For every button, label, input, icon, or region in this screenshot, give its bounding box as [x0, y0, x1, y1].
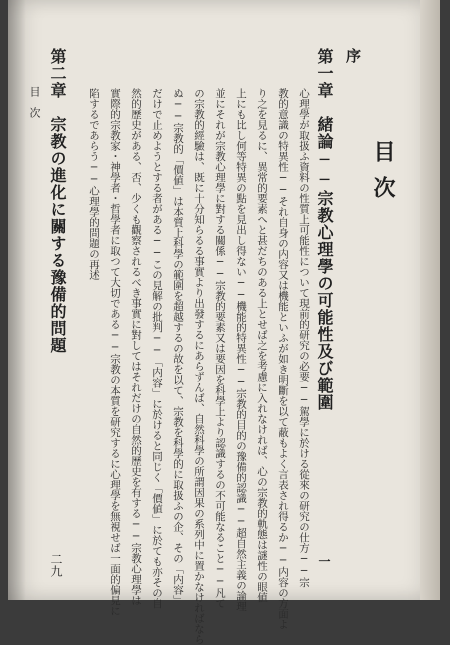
chapter1-line-5: 並にそれが宗教心理學に對する關係──宗教的要素又は要因を科學上より認識するの不可能なること──凡て	[214, 88, 226, 609]
toc-title: 目次	[370, 140, 396, 212]
chapter1-line-3: り之を見るに、異常的要素へと甚だちのある上とせば之を考慮に入れなければ、心の宗教的軌態は謎性の眼値	[256, 88, 268, 603]
chapter1-line-10: 實際的宗教家・神學者・哲學者に取つて大切である──宗教の本質を研究するに心理學を無視せば一面的偏見に	[109, 88, 121, 616]
chapter1-line-1: 心理學が取扱ふ資料の性質上可能性について現前的研究の必要──駕學に於ける從來の研究の仕方──宗	[298, 88, 310, 588]
gutter-shadow	[8, 0, 26, 600]
chapter1-line-9: 然的歷史がある、否、少くも觀察されるべき事實に對してはそれだけの自然的歷史を有する──宗教心理學は	[130, 88, 142, 606]
chapter1-line-7: ぬ──宗教的「價値」は本質上科學の範圍を超越するの故を以て、宗教を科學的に取扱ふの企、その「内容」	[172, 88, 184, 606]
chapter1-line-4: 上にも比し何等特異の點を見出し得ない──機能的特異性──宗教的目的の豫備的認識──超自然主義の論理	[235, 88, 247, 612]
chapter1-line-8: だけで止めようとする者がある──この見解の批判──「内容」に於けると同じく「價値」に於ても亦その自	[151, 88, 163, 609]
book-page	[8, 0, 440, 645]
chapter1-line-6: の宗教的經驗は、既に十分知らるる事實より出發するにあらずんば、自然科學の所謂因果の系列中に置かなければなら	[193, 88, 205, 645]
chapter2-page-number: 二九	[49, 553, 63, 577]
running-footer-label: 目次	[28, 86, 41, 128]
chapter1-line-11: 陷するであらう──心理學的問題の再述	[88, 88, 100, 280]
preface-heading: 序	[344, 48, 362, 63]
chapter2-heading: 第二章 宗教の進化に關する豫備的問題	[48, 48, 67, 354]
chapter1-page-number: 一	[317, 555, 331, 567]
page-edge	[420, 0, 440, 600]
chapter1-line-2: 教的意識の特異性──それ自身の内容又は機能といふが如き明斷を以て蔽もよく言表され得るか──内容の方面よ	[277, 88, 289, 630]
chapter1-heading: 第一章 緒論──宗教心理學の可能性及び範圍	[315, 48, 334, 411]
